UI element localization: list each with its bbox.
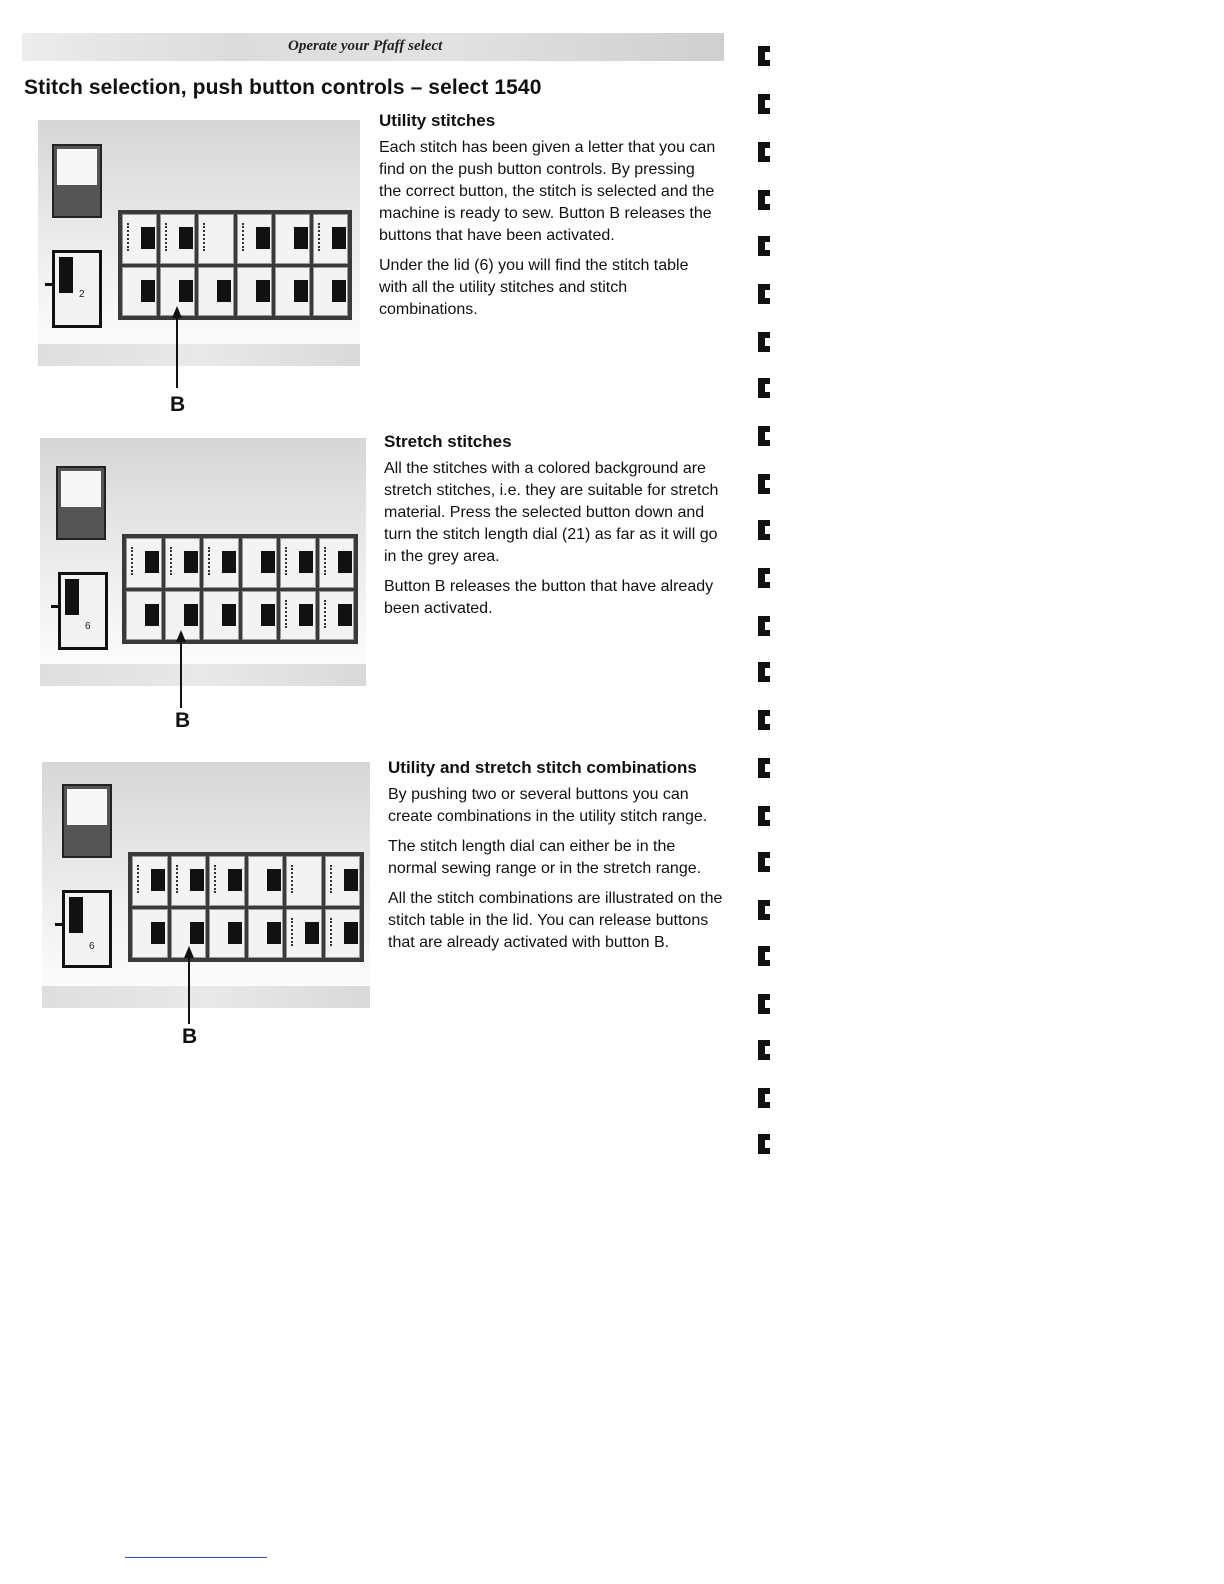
dial-mark: 6 <box>85 621 91 632</box>
running-title: Operate your Pfaff select <box>288 38 443 54</box>
stitch-button <box>198 267 233 317</box>
binding-hole <box>758 236 770 256</box>
pointer-line <box>180 640 182 708</box>
figure-utility-stitches <box>38 120 360 368</box>
figure-stitch-combinations <box>42 762 370 1010</box>
stitch-button <box>209 909 245 959</box>
dial-mark: 6 <box>89 941 95 952</box>
paragraph: Each stitch has been given a letter that you can find on the push button controls. By pressing the correct button, the stitch is selected and the machine is ready to sew. Button B releases the buttons that have been activated. <box>379 139 716 244</box>
binding-hole <box>758 378 770 398</box>
lid <box>62 784 112 858</box>
photo-band <box>42 986 370 1008</box>
section-utility-stitches <box>379 111 719 329</box>
binding-hole <box>758 852 770 872</box>
section-heading: Stretch stitches <box>384 432 512 451</box>
stitch-button <box>280 538 316 588</box>
lid <box>56 466 106 540</box>
stitch-button <box>242 538 278 588</box>
stitch-button <box>122 267 157 317</box>
stitch-button <box>325 909 361 959</box>
binding-hole <box>758 520 770 540</box>
section-heading: Utility stitches <box>379 111 496 130</box>
stitch-button <box>132 856 168 906</box>
label-button-b: B <box>175 709 191 732</box>
page-title: Stitch selection, push button controls – select 1540 <box>24 76 542 99</box>
binding-hole <box>758 1040 770 1060</box>
pointer-line <box>188 956 190 1024</box>
label-button-b: B <box>182 1025 198 1048</box>
push-button-panel <box>118 210 352 320</box>
stitch-button <box>203 591 239 641</box>
stitch-button <box>132 909 168 959</box>
pointer-line <box>176 316 178 388</box>
binding-hole <box>758 46 770 66</box>
push-button-panel <box>128 852 364 962</box>
binding-hole <box>758 568 770 588</box>
stitch-button <box>209 856 245 906</box>
binding-hole <box>758 994 770 1014</box>
binding-hole <box>758 474 770 494</box>
stitch-button <box>242 591 278 641</box>
stitch-button <box>280 591 316 641</box>
paragraph: All the stitch combinations are illustrated on the stitch table in the lid. You can release buttons that are already activated with button B. <box>388 890 723 951</box>
stitch-button <box>198 214 233 264</box>
label-button-b: B <box>170 393 186 416</box>
stitch-button <box>171 856 207 906</box>
stitch-button <box>160 214 195 264</box>
binding-hole <box>758 662 770 682</box>
stitch-button <box>275 214 310 264</box>
binding-hole <box>758 946 770 966</box>
binding-hole <box>758 710 770 730</box>
dial-mark: 2 <box>79 289 85 300</box>
stitch-button <box>237 214 272 264</box>
binding-hole <box>758 426 770 446</box>
paragraph: All the stitches with a colored background are stretch stitches, i.e. they are suitable for stretch material. Press the selected button down and turn the stitch length dial (21) as far as it will go in the grey area. <box>384 460 719 565</box>
paragraph: By pushing two or several buttons you can create combinations in the utility stitch range. <box>388 786 708 825</box>
paragraph: Under the lid (6) you will find the stitch table with all the utility stitches and stitch combinations. <box>379 257 689 318</box>
stitch-button <box>203 538 239 588</box>
binding-hole <box>758 758 770 778</box>
stitch-button <box>248 856 284 906</box>
paragraph: The stitch length dial can either be in the normal sewing range or in the stretch range. <box>388 838 702 877</box>
section-heading: Utility and stretch stitch combinations <box>388 758 697 777</box>
stitch-button <box>165 538 201 588</box>
section-stretch-stitches <box>384 432 724 628</box>
stitch-button <box>325 856 361 906</box>
stitch-button <box>319 591 355 641</box>
push-button-panel <box>122 534 358 644</box>
binding-hole <box>758 806 770 826</box>
binding-hole <box>758 284 770 304</box>
binding-hole <box>758 1134 770 1154</box>
stitch-button <box>275 267 310 317</box>
stitch-length-dial <box>62 890 112 968</box>
binding-hole <box>758 332 770 352</box>
stitch-length-dial <box>52 250 102 328</box>
photo-band <box>40 664 366 686</box>
stitch-button <box>286 909 322 959</box>
figure-stretch-stitches <box>40 438 366 688</box>
stitch-length-dial <box>58 572 108 650</box>
stitch-button <box>237 267 272 317</box>
section-stitch-combinations <box>388 758 728 962</box>
stitch-button <box>286 856 322 906</box>
stitch-button <box>313 267 348 317</box>
binding-hole <box>758 616 770 636</box>
lid-6 <box>52 144 102 218</box>
stitch-button <box>319 538 355 588</box>
footer-rule <box>125 1557 267 1558</box>
binding-hole <box>758 1088 770 1108</box>
stitch-button <box>126 538 162 588</box>
paragraph: Button B releases the button that have already been activated. <box>384 578 714 617</box>
stitch-button <box>313 214 348 264</box>
photo-band <box>38 344 360 366</box>
binding-hole <box>758 190 770 210</box>
binding-hole <box>758 900 770 920</box>
stitch-button <box>126 591 162 641</box>
binding-hole <box>758 142 770 162</box>
binding-hole <box>758 94 770 114</box>
stitch-button <box>248 909 284 959</box>
stitch-button <box>122 214 157 264</box>
